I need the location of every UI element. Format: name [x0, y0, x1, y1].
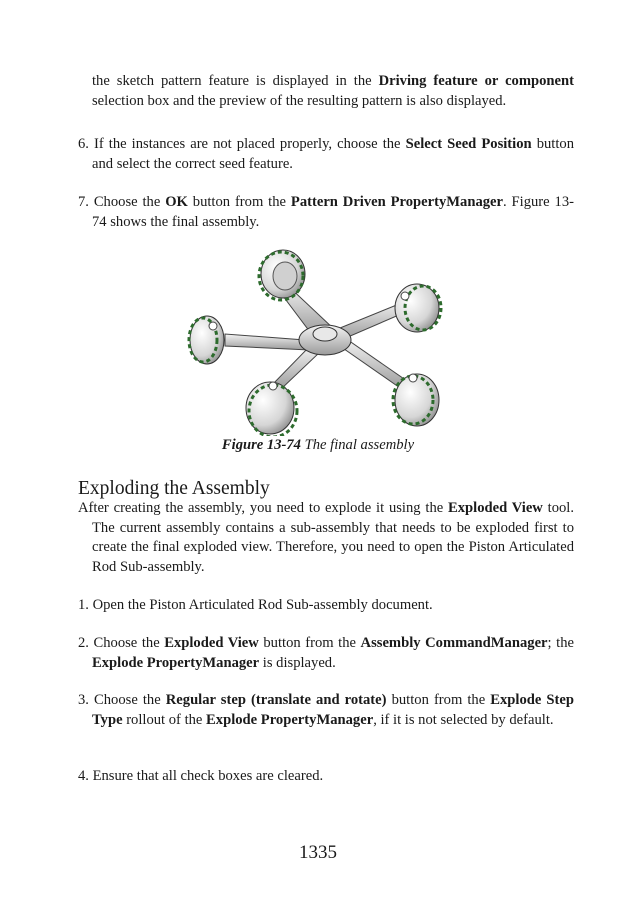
- text: , if it is not selected by default.: [373, 711, 554, 728]
- text: button from the: [386, 692, 491, 708]
- text: 2. Choose the: [78, 635, 165, 651]
- piston-bottom-left: [246, 382, 297, 436]
- bold-term: Explode PropertyManager: [92, 654, 260, 671]
- piston-right-top: [395, 284, 441, 332]
- caption-label: Figure 13-74: [221, 437, 301, 453]
- bold-term: Regular step (translate and rotate): [165, 692, 387, 708]
- intro-paragraph: [78, 499, 574, 577]
- step-3: [78, 691, 574, 730]
- final-assembly-figure: [185, 248, 455, 436]
- text: ; the: [547, 635, 574, 651]
- text: is displayed.: [259, 654, 336, 671]
- page-number: 1335: [299, 842, 337, 863]
- text: 7. Choose the: [78, 194, 166, 210]
- text: 1. Open the Piston Articulated Rod Sub-assembly document.: [78, 597, 433, 613]
- figure-caption: [0, 437, 636, 454]
- step-7: [78, 193, 574, 232]
- section-heading: Exploding the Assembly: [78, 478, 270, 499]
- bold-term: Explode Step Type: [92, 692, 574, 728]
- caption-text: The final assembly: [300, 437, 415, 453]
- bold-term: Assembly CommandManager: [360, 635, 548, 651]
- text: rollout of the: [122, 711, 207, 728]
- step-2: [78, 634, 574, 673]
- piston-left: [189, 316, 224, 364]
- text: button from the: [187, 194, 291, 210]
- piston-top: [259, 250, 305, 300]
- step-1: [78, 596, 574, 616]
- bold-term: Pattern Driven PropertyManager: [290, 194, 504, 210]
- text: button from the: [258, 635, 361, 651]
- text: After creating the assembly, you need to explode it using the: [78, 500, 449, 516]
- text: selection box and the preview of the resulting pattern is also displayed.: [92, 92, 507, 109]
- bold-term: Select Seed Position: [405, 136, 532, 152]
- text: tool. The current assembly contains a sub-assembly that needs to be exploded first to create the final exploded view. Therefore, you need to open the Piston Articulated Rod Sub-assembly.: [92, 500, 575, 575]
- bold-term: OK: [165, 194, 188, 210]
- step-6: [78, 135, 574, 174]
- rod-hub: [299, 325, 351, 355]
- bold-term: Driving feature or component: [378, 73, 574, 89]
- text: 6. If the instances are not placed properly, choose the: [78, 136, 406, 152]
- bold-term: Explode PropertyManager: [206, 711, 374, 728]
- text: . Figure 13-74 shows the final assembly.: [92, 194, 574, 230]
- text: the sketch pattern feature is displayed in the: [92, 73, 379, 89]
- text: 3. Choose the: [78, 692, 166, 708]
- text: button and select the correct seed feature.: [92, 136, 574, 172]
- step-4: [78, 767, 574, 787]
- bold-term: Exploded View: [164, 635, 259, 651]
- continued-paragraph: [78, 72, 574, 111]
- text: 4. Ensure that all check boxes are cleared.: [78, 768, 324, 784]
- bold-term: Exploded View: [448, 500, 543, 516]
